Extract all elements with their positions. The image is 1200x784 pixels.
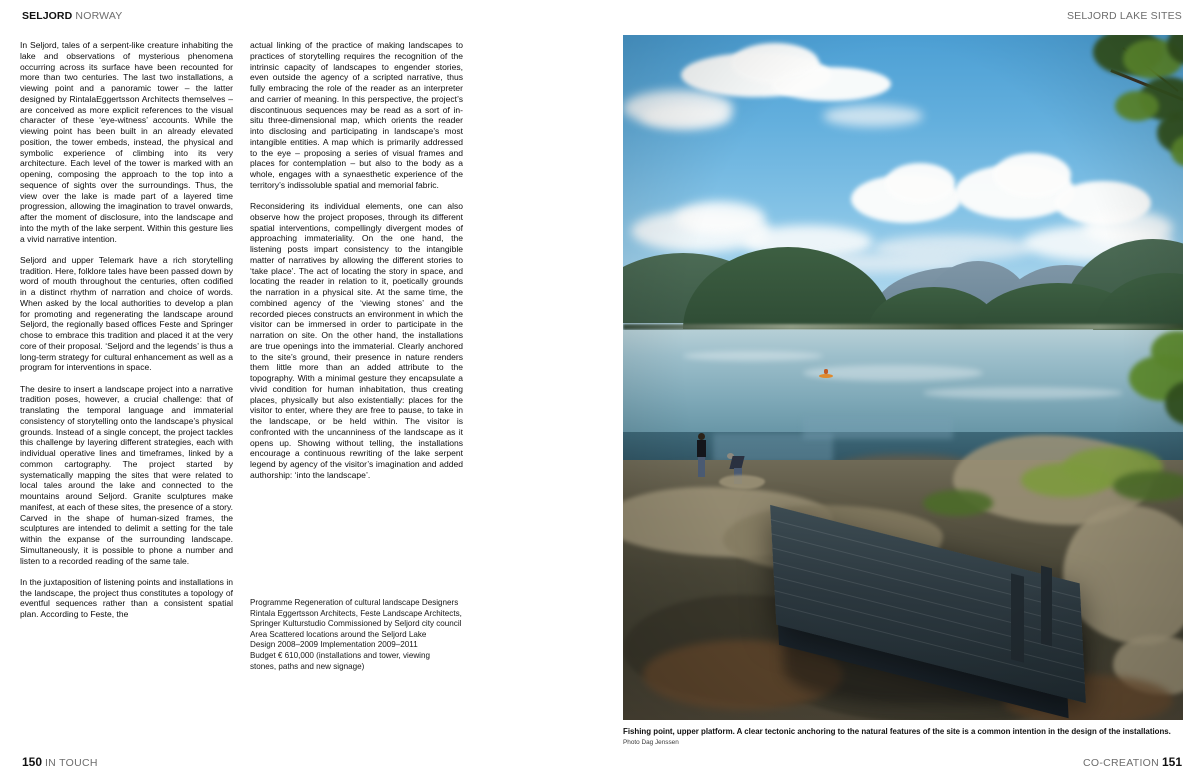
juniper-shrub — [1113, 471, 1183, 501]
cloud — [823, 105, 923, 127]
project-credits — [250, 598, 468, 672]
page-number-right: 151 — [1161, 755, 1182, 769]
running-head-country: NORWAY — [75, 10, 123, 22]
paragraph: In the juxtaposition of listening points and installations in the landscape, the project thus constitutes a topology of eventful sequences rather than a consistent spatial plan. According to Feste, the — [20, 576, 233, 619]
wooden-platform — [773, 515, 1073, 705]
cloud — [885, 163, 955, 203]
body-column-two — [250, 40, 463, 481]
credit-line: Budget € 610,000 (installations and tower, viewing — [250, 650, 430, 660]
caption-photo-credit: Photo Dag Jenssen — [623, 739, 679, 746]
folio-left — [22, 755, 98, 769]
credit-line: Design 2008–2009 Implementation 2009–2011 — [250, 640, 418, 650]
photo-caption — [623, 727, 1185, 747]
cloud — [993, 153, 1071, 197]
caption-text: Fishing point, upper platform. A clear tectonic anchoring to the natural features of the site is a common intention in the design of the installations. — [623, 727, 1171, 736]
credit-line: stones, paths and new signage) — [250, 661, 365, 671]
paragraph: The desire to insert a landscape project into a narrative tradition poses, however, a crucial challenge: that of translating the temporal language and immaterial consistency of storytelling onto the landscape’s physical grounds. Instead of a single concept, the project tackles this challenge by layering different strategies, each with individual operative lines and timeframes, linked by a common cartography. The project started by systematically mapping the sites that were related to local tales around the lake and connected to the mountains around Seljord. Granite sculptures make manifest, at each of these sites, the presence of a story. Carved in the shape of human-sized frames, the sculptures are intended to delimit a setting for the tale within the expanse of the surrounding landscape. Simultaneously, it is possible to phone a number and listen to a recorded reading of the same tale. — [20, 383, 233, 566]
credit-line: Springer Kulturstudio Commissioned by Seljord city council — [250, 619, 462, 629]
platform-support-leg — [1041, 566, 1052, 647]
page-number-left: 150 — [22, 755, 43, 769]
cloud — [675, 201, 765, 235]
running-head-project: SELJORD — [22, 10, 73, 22]
water-shimmer — [683, 351, 823, 361]
paragraph: actual linking of the practice of making landscapes to practices of storytelling requires the recognition of the intrinsic capacity of landscapes to engender stories, even outside the agency of a scripted narrative, thus fully embracing the role of the reader as an interpreter and carrier of meaning. In this perspective, the project’s discontinuous sequences may be read as a sort of in-situ three-dimensional map, which orients the reader into disclosing and participating in landscape’s most intangible entities. A map which is primarily addressed to the eye – proposing a series of visual frames and places for contemplation – but also to the body as a whole, engages with a synaesthetic experience of the territory’s indissoluble spatial and memorial fabric. — [250, 40, 463, 190]
section-label-left: IN TOUCH — [44, 757, 98, 769]
pine-foliage — [1115, 91, 1159, 121]
credit-line: Rintala Eggertsson Architects, Feste Landscape Architects, — [250, 608, 462, 618]
platform-support-leg — [1011, 573, 1024, 662]
water-shimmer — [923, 387, 1123, 399]
photo-scene — [623, 35, 1183, 720]
paragraph: Reconsidering its individual elements, one can also observe how the project proposes, through its different spatial interventions, compellingly divergent modes of approaching immateriality. On the one hand, the listening posts impart consistency to the intangible matter of narratives by allowing the different stories to ‘take place’. The act of locating the story in space, and locating the reader in relation to it, poetically grounds the narration in a physical site. At the same time, the combined agency of the ‘viewing stones’ and the recorded pieces constructs an environment in which the visitor can be immersed in order to participate in the narration on site. On the other hand, the installations are true openings into the immaterial. Clearly anchored to the site’s ground, their presence in nature renders them little more than an added attribute to the topography. With a minimal gesture they encapsulate a vivid condition for human inhabitation, thus creating places, physically but also existentially: places for the visitor to enter, where they are free to pause, to take in the landscape, or be held within. The visitor is confronted with the uncanniness of the landscape as it opens up. Showing without telling, the installations encourage a continuous rewriting of the lake serpent legend by agency of the visitor’s imagination and added authorship: ‘into the landscape’. — [250, 201, 463, 480]
water-shimmer — [803, 365, 983, 381]
kayak — [819, 374, 833, 378]
stone-bench — [719, 475, 765, 489]
figure-legs — [698, 457, 705, 477]
moss-patch — [923, 490, 993, 516]
visitor-figure — [695, 433, 709, 477]
running-head-left — [22, 10, 123, 22]
body-column-one — [20, 40, 233, 620]
credit-line: Programme Regeneration of cultural landscape Designers — [250, 598, 459, 607]
kayak-paddler — [824, 369, 828, 374]
figure-torso — [697, 440, 706, 457]
figure-head — [698, 433, 705, 440]
cloud — [771, 67, 891, 101]
cloud — [641, 103, 731, 129]
folio-right — [1083, 755, 1182, 769]
lake-photograph — [623, 35, 1183, 720]
section-label-right: CO-CREATION — [1083, 757, 1160, 769]
paragraph: In Seljord, tales of a serpent-like creature inhabiting the lake and observations of mysterious phenomena occurring across its surface have been recounted for more than two centuries. The last two installations, a viewing point and a panoramic tower – the latter designed by RintalaEggertsson Architects themselves – are conceived as more explicit references to the visual character of these ‘eye-witness’ accounts. While the viewing point has been built in an already elevated position, the tower embeds, instead, the physical and symbolic experience of climbing into its very architecture. Each level of the tower is marked with an opening, composing the approach to the top into a sequence of sights over the surroundings. Thus, the view over the lake is made part of a layered time progression, allowing the imagination to travel onwards, after the moment of disclosure, into the landscape and into the myth of the lake serpent. Within this gesture lies a vivid narrative intention. — [20, 40, 233, 244]
running-head-right: SELJORD LAKE SITES — [1066, 10, 1182, 22]
credit-line: Area Scattered locations around the Seljord Lake — [250, 629, 427, 639]
paragraph: Seljord and upper Telemark have a rich storytelling tradition. Here, folklore tales have been passed down by word of mouth throughout the centuries, often codified in a distinct rhythm of narration and choice of words. When asked by the local authorities to develop a plan for promoting and regenerating the landscape around Seljord, the regionally based offices Feste and Springer chose to embrace this tradition and placed it at the very core of their proposal. ‘Seljord and the legends’ is thus a long-term strategy for cultural enhancement as well as a program for interventions in space. — [20, 254, 233, 373]
water-reflection — [803, 417, 953, 439]
